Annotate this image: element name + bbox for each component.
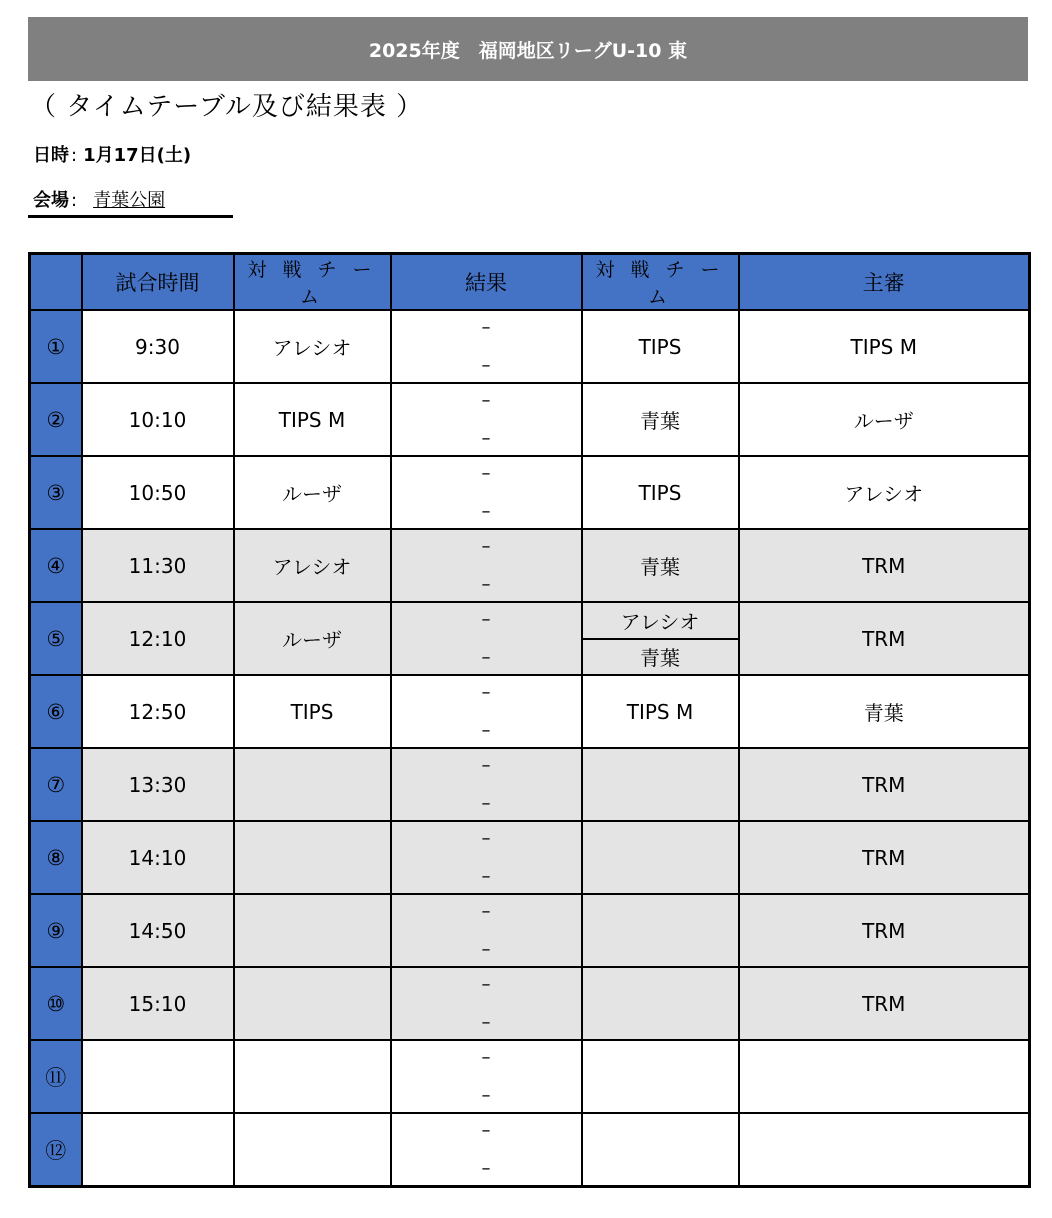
referee-cell: TIPS M <box>739 310 1030 383</box>
referee-cell: TRM <box>739 821 1030 894</box>
match-number: ④ <box>30 529 82 602</box>
header-num <box>30 254 82 311</box>
result-cell <box>391 1040 582 1113</box>
header-team1: 対 戦 チ ー ム <box>234 254 391 311</box>
team2-cell <box>582 1040 739 1113</box>
table-row <box>30 894 1030 967</box>
referee-cell: TRM <box>739 894 1030 967</box>
team2-cell: 青葉 <box>582 383 739 456</box>
match-time: 13:30 <box>82 748 234 821</box>
team1-cell <box>234 894 391 967</box>
table-row <box>30 1113 1030 1187</box>
referee-cell <box>739 1113 1030 1187</box>
result-cell <box>391 529 582 602</box>
table-row <box>30 456 1030 529</box>
team1-cell <box>234 967 391 1040</box>
referee-cell: TRM <box>739 529 1030 602</box>
referee-cell: TRM <box>739 967 1030 1040</box>
result-dash-bottom: – <box>481 1157 491 1179</box>
header-referee: 主審 <box>739 254 1030 311</box>
team2-cell: TIPS <box>582 310 739 383</box>
team1-cell: TIPS M <box>234 383 391 456</box>
table-row <box>30 310 1030 383</box>
team2-cell: TIPS <box>582 456 739 529</box>
team1-cell: アレシオ <box>234 310 391 383</box>
result-cell <box>391 894 582 967</box>
venue-row <box>33 186 165 212</box>
match-time: 14:50 <box>82 894 234 967</box>
team2-cell <box>582 748 739 821</box>
match-number: ⑩ <box>30 967 82 1040</box>
result-dash-bottom: – <box>481 427 491 449</box>
match-time: 15:10 <box>82 967 234 1040</box>
result-dash-bottom: – <box>481 1011 491 1033</box>
team2-cell <box>582 602 739 675</box>
match-time: 11:30 <box>82 529 234 602</box>
match-number: ② <box>30 383 82 456</box>
result-dash-bottom: – <box>481 646 491 668</box>
venue-colon: : <box>71 190 78 211</box>
result-dash-top: – <box>481 1046 491 1068</box>
table-row <box>30 821 1030 894</box>
team2-cell: TIPS M <box>582 675 739 748</box>
result-dash-top: – <box>481 900 491 922</box>
match-time: 12:10 <box>82 602 234 675</box>
result-cell <box>391 748 582 821</box>
result-dash-top: – <box>481 973 491 995</box>
match-time: 10:10 <box>82 383 234 456</box>
team2-cell: 青葉 <box>582 529 739 602</box>
result-dash-top: – <box>481 754 491 776</box>
team1-cell <box>234 821 391 894</box>
date-colon: : <box>71 145 78 166</box>
match-time: 12:50 <box>82 675 234 748</box>
result-dash-bottom: – <box>481 500 491 522</box>
table-row <box>30 967 1030 1040</box>
result-cell <box>391 456 582 529</box>
table-row <box>30 675 1030 748</box>
result-cell <box>391 383 582 456</box>
team1-cell: TIPS <box>234 675 391 748</box>
team2-cell <box>582 821 739 894</box>
team1-cell: ルーザ <box>234 456 391 529</box>
team1-cell <box>234 1040 391 1113</box>
table-row <box>30 602 1030 675</box>
team2-cell <box>582 1113 739 1187</box>
match-time <box>82 1113 234 1187</box>
team1-cell: アレシオ <box>234 529 391 602</box>
referee-cell: アレシオ <box>739 456 1030 529</box>
match-number: ⑫ <box>30 1113 82 1187</box>
referee-cell: ルーザ <box>739 383 1030 456</box>
team2-cell <box>582 967 739 1040</box>
referee-cell <box>739 1040 1030 1113</box>
result-dash-bottom: – <box>481 865 491 887</box>
result-cell <box>391 675 582 748</box>
match-number: ⑥ <box>30 675 82 748</box>
venue-label: 会場 <box>33 190 69 211</box>
result-dash-top: – <box>481 608 491 630</box>
header-result: 結果 <box>391 254 582 311</box>
match-number: ① <box>30 310 82 383</box>
result-dash-top: – <box>481 462 491 484</box>
result-cell <box>391 967 582 1040</box>
result-dash-bottom: – <box>481 1084 491 1106</box>
venue-value: 青葉公園 <box>93 190 166 211</box>
result-dash-bottom: – <box>481 938 491 960</box>
referee-cell: TRM <box>739 748 1030 821</box>
team1-cell: ルーザ <box>234 602 391 675</box>
result-dash-bottom: – <box>481 354 491 376</box>
match-number: ⑨ <box>30 894 82 967</box>
result-dash-top: – <box>481 827 491 849</box>
match-number: ③ <box>30 456 82 529</box>
header-time: 試合時間 <box>82 254 234 311</box>
result-dash-top: – <box>481 1119 491 1141</box>
match-number: ⑦ <box>30 748 82 821</box>
match-time <box>82 1040 234 1113</box>
match-number: ⑪ <box>30 1040 82 1113</box>
venue-underline <box>28 215 233 218</box>
team1-cell <box>234 748 391 821</box>
result-cell <box>391 821 582 894</box>
table-row <box>30 1040 1030 1113</box>
result-cell <box>391 310 582 383</box>
referee-cell: TRM <box>739 602 1030 675</box>
schedule-table <box>28 252 1031 1188</box>
result-cell <box>391 602 582 675</box>
result-cell <box>391 1113 582 1187</box>
team2-name: アレシオ <box>583 603 738 640</box>
table-row <box>30 383 1030 456</box>
result-dash-top: – <box>481 389 491 411</box>
table-header-row <box>30 254 1030 311</box>
page-banner-title: 2025年度 福岡地区リーグU-10 東 <box>28 17 1028 81</box>
result-dash-top: – <box>481 681 491 703</box>
match-time: 14:10 <box>82 821 234 894</box>
date-value: 1月17日(土) <box>83 145 192 166</box>
team2b-name: 青葉 <box>640 646 680 671</box>
match-time: 10:50 <box>82 456 234 529</box>
result-dash-top: – <box>481 535 491 557</box>
table-row <box>30 529 1030 602</box>
team1-cell <box>234 1113 391 1187</box>
result-dash-bottom: – <box>481 792 491 814</box>
result-dash-bottom: – <box>481 573 491 595</box>
header-team2: 対 戦 チ ー ム <box>582 254 739 311</box>
result-dash-bottom: – <box>481 719 491 741</box>
date-label: 日時 <box>33 145 69 166</box>
result-dash-top: – <box>481 316 491 338</box>
match-number: ⑧ <box>30 821 82 894</box>
table-row <box>30 748 1030 821</box>
match-number: ⑤ <box>30 602 82 675</box>
date-row <box>33 141 191 167</box>
referee-cell: 青葉 <box>739 675 1030 748</box>
team2-cell <box>582 894 739 967</box>
page-subtitle: （ タイムテーブル及び結果表 ） <box>30 92 424 122</box>
match-time: 9:30 <box>82 310 234 383</box>
